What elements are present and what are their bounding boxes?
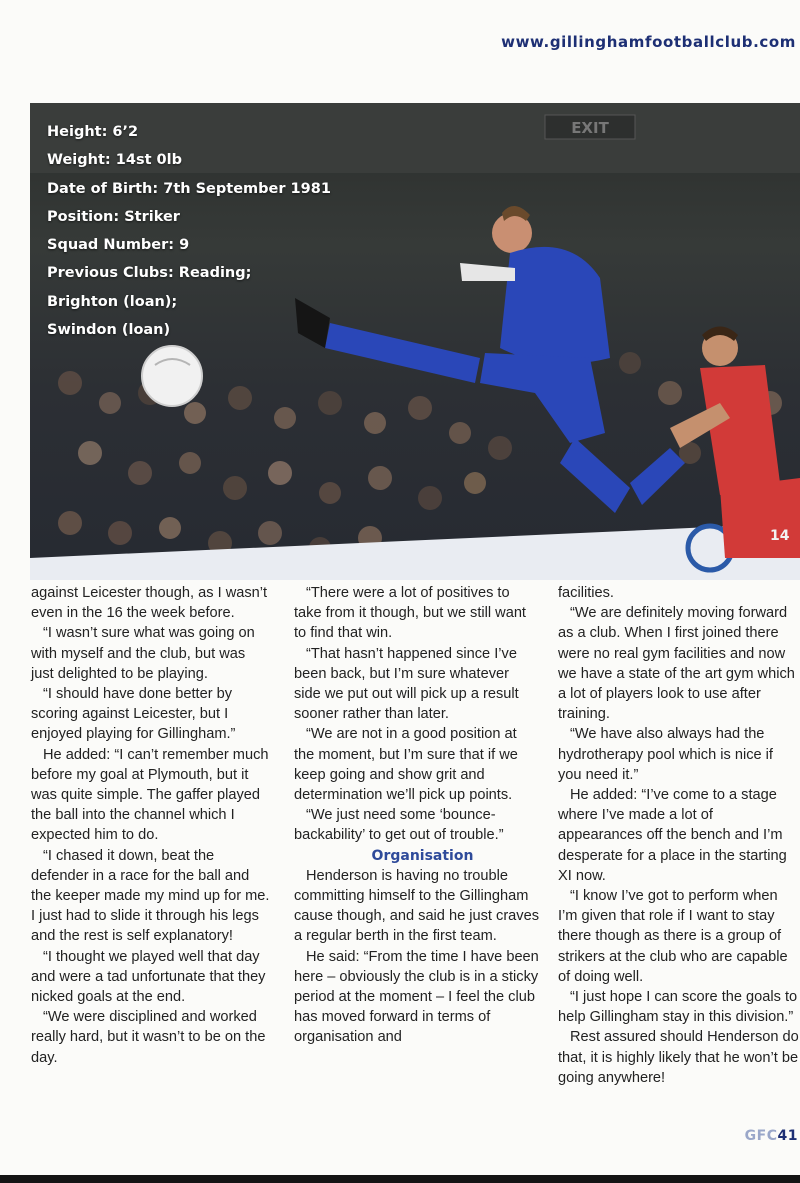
- stat-height: Height: 6’2: [47, 124, 139, 140]
- paragraph: “We are not in a good position at the moment, but I’m sure that if we keep going and show grit and determination we’ll pick up points.: [294, 726, 518, 804]
- article-column-2: [294, 583, 539, 1048]
- page-prefix: GFC: [744, 1128, 778, 1144]
- paragraph: “I just hope I can score the goals to help Gillingham stay in this division.”: [558, 989, 798, 1026]
- paragraph: facilities.: [558, 585, 614, 601]
- website-url: www.gillinghamfootballclub.com: [501, 33, 796, 51]
- player-stats: [47, 118, 331, 344]
- paragraph: “I know I’ve got to perform when I’m given that role if I want to stay there though as there is a group of strikers at the club who are capable of doing well.: [558, 888, 788, 985]
- stat-weight: Weight: 14st 0lb: [47, 152, 182, 169]
- paragraph: He added: “I can’t remember much before my goal at Plymouth, but it was quite simple. The gaffer played the ball into the channel which I expected him to do.: [31, 746, 269, 844]
- stat-previous-club-3: Swindon (loan): [47, 322, 171, 339]
- stat-position: Position: Striker: [47, 208, 180, 225]
- shirt-number: 14: [770, 528, 790, 544]
- red-defender: [670, 327, 800, 559]
- paragraph: He said: “From the time I have been here – obviously the club is in a sticky period at the moment – I feel the club has moved forward in terms of organisation and: [294, 948, 539, 1046]
- paragraph: “I wasn’t sure what was going on with myself and the club, but was just delighted to be playing.: [31, 625, 255, 682]
- paragraph: “That hasn’t happened since I’ve been back, but I’m sure whatever side we put out will pick up a result sooner rather than later.: [294, 645, 519, 723]
- paragraph: “I should have done better by scoring against Leicester, but I enjoyed playing for Gillingham.”: [31, 686, 236, 743]
- paragraph: “We have also always had the hydrotherapy pool which is nice if you need it.”: [558, 726, 773, 783]
- stat-previous-club-2: Brighton (loan);: [47, 293, 178, 310]
- paragraph: “We just need some ‘bounce-backability’ to get out of trouble.”: [294, 807, 504, 844]
- section-subheading: Organisation: [371, 847, 474, 864]
- paragraph: Rest assured should Henderson do that, it is highly likely that he won’t be going anywhere!: [558, 1029, 799, 1086]
- paragraph: “We were disciplined and worked really hard, but it wasn’t to be on the day.: [31, 1009, 266, 1066]
- exit-sign: EXIT: [571, 119, 609, 137]
- stat-previous-clubs: Previous Clubs: Reading;: [47, 265, 252, 282]
- paragraph: “We are definitely moving forward as a club. When I first joined there were no real gym facilities and now we have a state of the art gym which a lot of players look to use after training.: [558, 605, 795, 723]
- paragraph: Henderson is having no trouble committing himself to the Gillingham cause though, and said he just craves a regular berth in the first team.: [294, 867, 540, 945]
- stat-dob: Date of Birth: 7th September 1981: [47, 180, 331, 197]
- match-photo: [30, 103, 800, 580]
- paragraph: against Leicester though, as I wasn’t even in the 16 the week before.: [31, 585, 268, 622]
- paragraph: “I chased it down, beat the defender in a race for the ball and the keeper made my mind up for me. I just had to slide it through his legs and the rest is self explanatory!: [31, 847, 270, 945]
- paragraph: He added: “I’ve come to a stage where I’ve made a lot of appearances off the bench and I’m desperate for a place in the starting XI now.: [558, 787, 787, 884]
- page-num: 41: [777, 1128, 798, 1144]
- paragraph: “I thought we played well that day and were a tad unfortunate that they nicked goals at the end.: [31, 948, 266, 1006]
- article-column-1: [31, 583, 271, 1068]
- football: [142, 346, 202, 406]
- page-edge: [0, 1175, 800, 1183]
- article-column-3: [558, 583, 800, 1088]
- stat-squad-number: Squad Number: 9: [47, 237, 190, 254]
- page-number: [745, 1128, 798, 1144]
- paragraph: “There were a lot of positives to take from it though, but we still want to find that win.: [294, 585, 526, 642]
